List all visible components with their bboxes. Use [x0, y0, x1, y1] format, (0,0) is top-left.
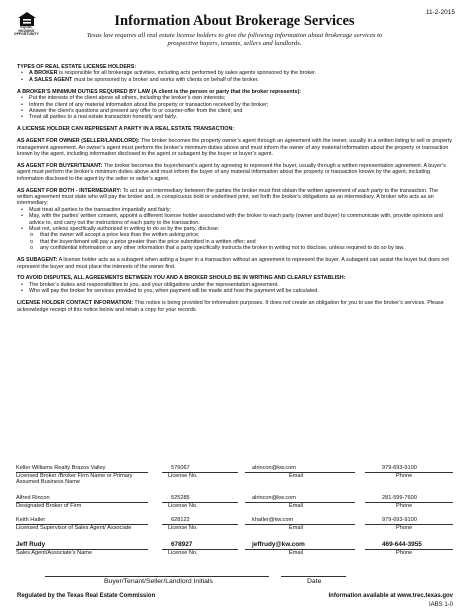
- field-label: Phone: [396, 550, 413, 556]
- list-item: • Must treat all parties to the transaction impartially and fairly;: [29, 207, 454, 213]
- date-label: Date: [307, 578, 322, 585]
- field-label: Phone: [396, 503, 413, 509]
- broker-firm-phone[interactable]: 979-693-9100: [382, 465, 417, 471]
- field-label: Sales Agent/Associate’s Name: [16, 550, 93, 556]
- contact-row-supervisor: [16, 517, 453, 539]
- designated-broker-name[interactable]: Alfred Rincon: [16, 495, 50, 501]
- field-label: Email: [289, 473, 303, 479]
- initials-label: Buyer/Tenant/Seller/Landlord Initials: [104, 578, 213, 585]
- list-item: • The broker’s duties and responsibilities to you, and your obligations under the representation agreement.: [29, 282, 454, 288]
- types-list: [17, 70, 454, 83]
- buyer-agent-paragraph: AS AGENT FOR BUYER/TENANT: The broker becomes the buyer/tenant’s agent by agreeing to represent the buyer, usually through a written representation agreement. A buyer’s agent must perform the broker’s minimum duties above and must inform the buyer of any material information about the property or transaction known by the agent, including information disclosed to the agent by the seller or seller’s agent.: [17, 162, 446, 182]
- supervisor-email[interactable]: khatler@kw.com: [252, 517, 294, 523]
- sales-agent-phone[interactable]: 469-644-3955: [382, 541, 422, 548]
- page-subtitle: Texas law requires all real estate license holders to give the following information about brokerage services to prospective buyers, tenants, sellers and landlords.: [86, 32, 383, 47]
- field-label: Phone: [396, 525, 413, 531]
- list-item: • A SALES AGENT must be sponsored by a broker and works with clients on behalf of the broker.: [29, 77, 454, 83]
- field-label: Phone: [396, 473, 413, 479]
- duties-heading: A BROKER’S MINIMUM DUTIES REQUIRED BY LAW (A client is the person or party that the broker represents):: [17, 88, 302, 95]
- supervisor-name[interactable]: Keith Hatler: [16, 517, 46, 523]
- list-item: • Answer the client’s questions and present any offer to or counter-offer from the client; and: [29, 108, 454, 114]
- list-item: • May, with the parties’ written consent, appoint a different license holder associated with the broker to each party (owner and buyer) to communicate with, provide opinions and advice to, and carry out the instructions of each party to the transaction.: [29, 213, 454, 226]
- field-label: Licensed Supervisor of Sales Agent/ Associate: [16, 525, 132, 531]
- disclosure-sublist: [29, 232, 454, 251]
- subagent-paragraph: AS SUBAGENT: A license holder acts as a subagent when aiding a buyer in a transaction without an agreement to represent the buyer. A subagent can assist the buyer but does not represent the buyer and must place the interests of the owner first.: [17, 257, 449, 270]
- owner-agent-paragraph: AS AGENT FOR OWNER (SELLER/LANDLORD): The broker becomes the property owner’s agent through an agreement with the owner, usually in a written listing to sell or property management agreement. An owner’s agent must perform the broker’s minimum duties above and must inform the owner of any material information about the property or transaction known by the agent, including information disclosed to the agent or subagent by the buyer or buyer’s agent.: [17, 138, 453, 157]
- field-label: License No.: [168, 525, 198, 531]
- sub-list-item: o that the owner will accept a price less than the written asking price;: [40, 232, 454, 238]
- footer-info: Information available at www.trec.texas.gov: [328, 593, 453, 599]
- broker-firm-email[interactable]: alrincon@kw.com: [252, 465, 296, 471]
- designated-broker-license[interactable]: 525285: [171, 495, 190, 501]
- page-title: Information About Brokerage Services: [114, 13, 355, 29]
- field-label: Licensed Broker /Broker Firm Name or Primary Assumed Business Name: [16, 473, 133, 486]
- broker-firm-name[interactable]: Keller Williams Realty Brazos Valley: [16, 465, 106, 471]
- form-id: IABS 1-0: [428, 602, 453, 608]
- intermediary-list: [17, 207, 454, 252]
- date-line[interactable]: [281, 576, 346, 577]
- list-item: • Who will pay the broker for services provided to you, when payment will be made and how the payment will be calculated.: [29, 288, 454, 294]
- sales-agent-license[interactable]: 678927: [171, 541, 193, 548]
- designated-broker-phone[interactable]: 281-599-7600: [382, 495, 417, 501]
- initials-line[interactable]: [45, 576, 269, 577]
- list-item: • Put the interests of the client above all others, including the broker’s own interests;: [29, 95, 454, 101]
- sales-agent-email[interactable]: jeffrudy@kw.com: [252, 541, 305, 548]
- broker-firm-license[interactable]: 576067: [171, 465, 190, 471]
- types-heading: TYPES OF REAL ESTATE LICENSE HOLDERS:: [17, 64, 137, 70]
- disputes-list: [17, 282, 454, 295]
- field-label: License No.: [168, 503, 198, 509]
- represent-heading: A LICENSE HOLDER CAN REPRESENT A PARTY IN A REAL ESTATE TRANSACTION:: [17, 126, 235, 133]
- sub-list-item: o that the buyer/tenant will pay a price greater than the price submitted in a written offer; and: [40, 239, 454, 245]
- field-label: License No.: [168, 550, 198, 556]
- sub-list-item: o any confidential information or any other information that a party specifically instructs the broker in writing not to disclose, unless required to do so by law.: [40, 245, 454, 251]
- contact-row-broker-firm: [16, 465, 453, 487]
- logo-text: EQUAL HOUSING OPPORTUNITY: [14, 25, 39, 37]
- contact-row-designated-broker: [16, 495, 453, 517]
- list-item: • A BROKER is responsible for all brokerage activities, including acts performed by sales agents sponsored by the broker.: [29, 70, 454, 76]
- field-label: Email: [289, 503, 303, 509]
- supervisor-phone[interactable]: 979-693-9100: [382, 517, 417, 523]
- field-label: Designated Broker of Firm: [16, 503, 82, 509]
- intermediary-paragraph: AS AGENT FOR BOTH - INTERMEDIARY: To act as an intermediary between the parties the broker must first obtain the written agreement of each party to the transaction. The written agreement must state who will pay the broker and, in conspicuous bold or underlined print, set forth the broker’s obligations as an intermediary. A broker who acts as an intermediary:: [17, 187, 439, 207]
- form-date: 11-2-2015: [425, 9, 455, 16]
- footer-regulator: Regulated by the Texas Real Estate Commission: [17, 593, 156, 599]
- designated-broker-email[interactable]: alrincon@kw.com: [252, 495, 296, 501]
- list-item: • Inform the client of any material information about the property or transaction received by the broker;: [29, 102, 454, 108]
- field-label: Email: [289, 525, 303, 531]
- contact-row-sales-agent: [16, 542, 453, 564]
- sales-agent-name[interactable]: Jeff Rudy: [16, 541, 46, 548]
- list-item: • Must not, unless specifically authorized in writing to do so by the party, disclose: o that the owner will accept a price less than the written asking price; o that the buyer/tenant will pay a price greater than the price submitted in a written offer; and o any confidential information or any other information that a party specifically instructs the broker in writing not to disclose, unless required to do so by law.: [29, 226, 454, 252]
- disputes-heading: TO AVOID DISPUTES, ALL AGREEMENTS BETWEEN YOU AND A BROKER SHOULD BE IN WRITING AND CLEARLY ESTABLISH:: [17, 275, 346, 282]
- supervisor-license[interactable]: 628122: [171, 517, 190, 523]
- duties-list: [17, 95, 454, 121]
- field-label: License No.: [168, 473, 198, 479]
- field-label: Email: [289, 550, 303, 556]
- list-item: • Treat all parties to a real estate transaction honestly and fairly.: [29, 114, 454, 120]
- document-body: [17, 64, 454, 313]
- contact-paragraph: LICENSE HOLDER CONTACT INFORMATION: This notice is being provided for information purposes. It does not create an obligation for you to use the broker’s services. Please acknowledge receipt of this notice below and retain a copy for your records.: [17, 300, 444, 313]
